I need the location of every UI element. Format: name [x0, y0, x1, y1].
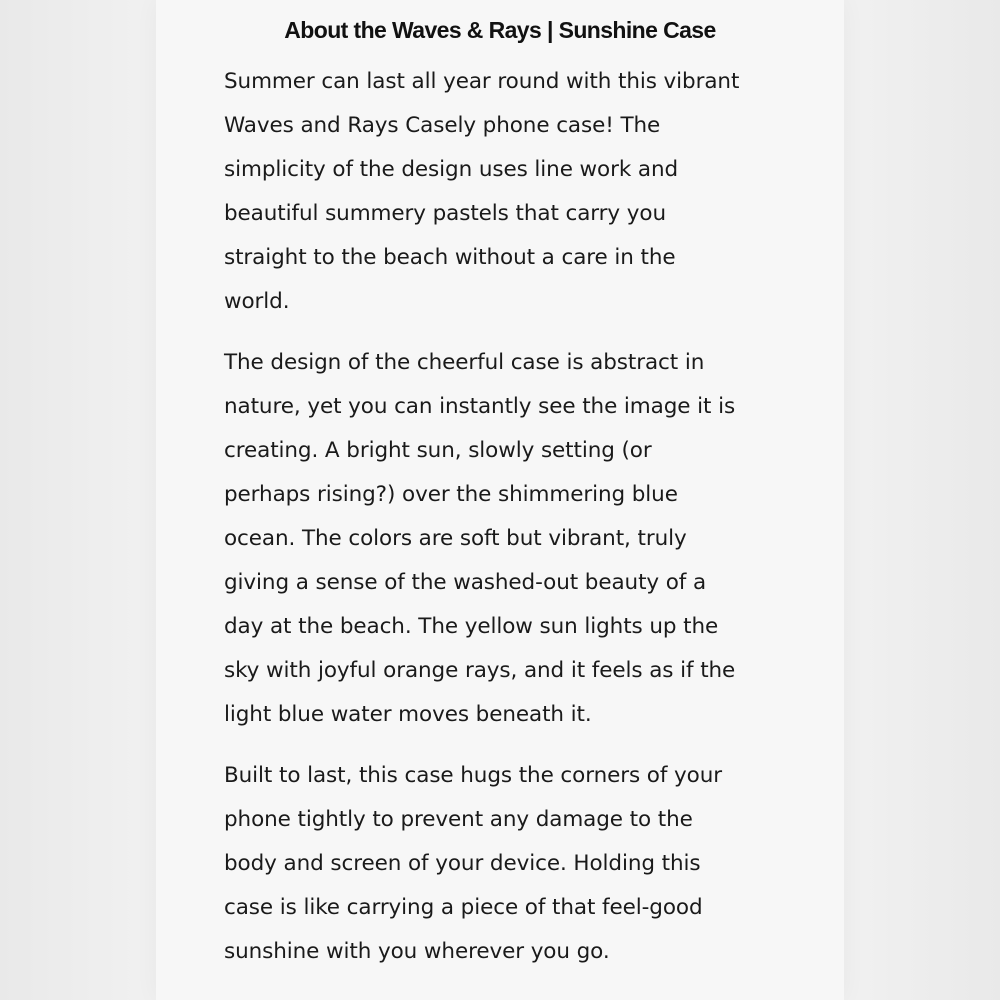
product-description-panel — [156, 0, 844, 1000]
paragraph-line: body and screen of your device. Holding this — [224, 851, 701, 876]
paragraph-line: light blue water moves beneath it. — [224, 702, 592, 727]
paragraph-line: case is like carrying a piece of that feel-good — [224, 895, 703, 920]
paragraph-line: world. — [224, 289, 290, 314]
paragraph-line: Waves and Rays Casely phone case! The — [224, 113, 661, 138]
paragraph-line: sunshine with you wherever you go. — [224, 939, 610, 964]
paragraph-line: day at the beach. The yellow sun lights up the — [224, 614, 719, 639]
paragraph-line: The design of the cheerful case is abstract in — [224, 350, 705, 375]
description-body — [224, 60, 814, 991]
paragraph-line: simplicity of the design uses line work and — [224, 157, 679, 182]
paragraph-line: giving a sense of the washed-out beauty of a — [224, 570, 707, 595]
paragraph-line: beautiful summery pastels that carry you — [224, 201, 666, 226]
description-paragraph-1 — [224, 60, 814, 324]
description-paragraph-2 — [224, 341, 814, 737]
section-title: About the Waves & Rays | Sunshine Case — [284, 17, 716, 43]
paragraph-line: Summer can last all year round with this vibrant — [224, 69, 740, 94]
paragraph-line: ocean. The colors are soft but vibrant, truly — [224, 526, 687, 551]
paragraph-line: phone tightly to prevent any damage to the — [224, 807, 693, 832]
paragraph-line: nature, yet you can instantly see the image it is — [224, 394, 736, 419]
paragraph-line: perhaps rising?) over the shimmering blue — [224, 482, 678, 507]
paragraph-line: Built to last, this case hugs the corners of your — [224, 763, 722, 788]
description-paragraph-3 — [224, 754, 814, 974]
paragraph-line: straight to the beach without a care in the — [224, 245, 676, 270]
paragraph-line: creating. A bright sun, slowly setting (or — [224, 438, 652, 463]
paragraph-line: sky with joyful orange rays, and it feels as if the — [224, 658, 736, 683]
